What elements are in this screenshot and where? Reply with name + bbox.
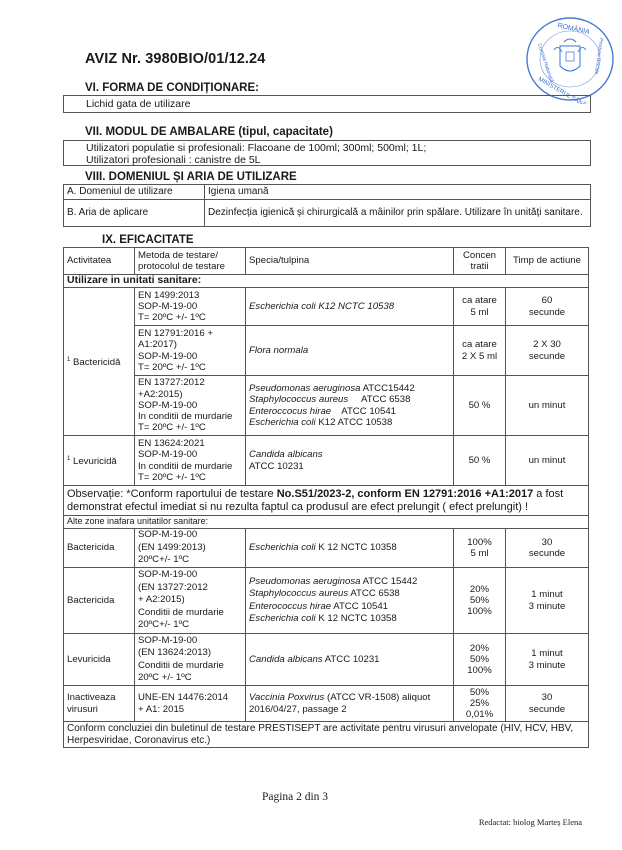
table-row [64,634,589,686]
activity-levuricida: $^1$ Levuricidă [64,436,135,486]
col-header-time: Timp de actiune [506,248,589,275]
area-value: Dezinfecția igienică și chirurgicală a mâinilor prin spălare. Utilizare în unități sanitare. [205,200,591,227]
section-vii-heading: VII. MODUL DE AMBALARE (tipul, capacitate) [85,126,333,138]
domain-value: Igiena umană [205,185,591,200]
time-cell: 1 minut 3 minute [506,634,589,686]
col-header-concentration: Concen tratii [454,248,506,275]
species-cell: Candida albicans ATCC 10231 [246,436,454,486]
author-note: Redactat: biolog Marteș Elena [478,817,582,827]
species-cell: Candida albicans ATCC 10231 [246,634,454,686]
observation-note: Observație: *Conform raportului de testare No.S51/2023-2, conform EN 12791:2016 +A1:2017 a fost demonstrat efectul imediat si nu rezulta faptul ca produsul are efect prelungit ( efect prelungit) ! [64,486,589,516]
activity-cell: Bactericida [64,568,135,634]
species-cell: Pseudomonas aeruginosa ATCC 15442 Staphylococcus aureus ATCC 6538 Enterococcus hirae ATCC 10541 Escherichia coli K 12 NCTC 10358 [246,568,454,634]
form-of-packaging-box [63,95,591,113]
species-cell: Vaccinia Poxvirus (ATCC VR-1508) aliquot 2016/04/27, passage 2 [246,686,454,722]
concentration-cell: 50 % [454,436,506,486]
section-vi-heading: VI. FORMA DE CONDIȚIONARE: [85,82,259,94]
efficacy-table [63,247,589,748]
species-cell: Escherichia coli K12 NCTC 10538 [246,288,454,326]
method-cell: EN 13727:2012 +A2:2015) SOP-M-19-00 In conditii de murdarie T= 20ºC +/- 1ºC [135,376,246,436]
time-cell: 30 secunde [506,686,589,722]
method-cell: EN 12791:2016 + A1:2017) SOP-M-19-00 T= 20ºC +/- 1ºC [135,326,246,376]
section-ix-heading: IX. EFICACITATE [102,234,194,246]
form-value: Lichid gata de utilizare [86,98,191,110]
time-cell: un minut [506,436,589,486]
page-number: Pagina 2 din 3 [261,791,329,803]
area-label: B. Aria de aplicare [64,200,205,227]
table-row [64,436,589,486]
species-cell: Pseudomonas aeruginosa ATCC15442 Staphylococcus aureus ATCC 6538 Enteroccocus hirae ATCC 10541 Escherichia coli K12 ATCC 10538 [246,376,454,436]
activity-cell: Levuricida [64,634,135,686]
ministry-stamp [524,14,616,104]
group1-title: Utilizare in unitati sanitare: [64,275,589,288]
conclusion-row [64,722,589,748]
method-cell: SOP-M-19-00 (EN 1499:2013) 20ºC+/- 1ºC [135,529,246,568]
packaging-box [63,140,591,166]
time-cell: un minut [506,376,589,436]
observation-row [64,486,589,516]
concentration-cell: 50 % [454,376,506,436]
conclusion-note: Conform concluziei din buletinul de testare PRESTISEPT are activitate pentru virusuri anvelopate (HIV, HCV, HBV, Herpesviridae, Coronavirus etc.) [64,722,589,748]
concentration-cell: ca atare 2 X 5 ml [454,326,506,376]
concentration-cell: 50% 25% 0,01% [454,686,506,722]
group-title-row [64,275,589,288]
table-row [64,529,589,568]
svg-text:ROMÂNIA: ROMÂNIA [556,22,591,37]
table-header-row [64,248,589,275]
method-cell: EN 1499:2013 SOP-M-19-00 T= 20ºC +/- 1ºC [135,288,246,326]
concentration-cell: 20% 50% 100% [454,568,506,634]
stamp-seal-icon [524,14,616,104]
col-header-method: Metoda de testare/ protocolul de testare [135,248,246,275]
section-viii-heading: VIII. DOMENIUL ȘI ARIA DE UTILIZARE [85,171,297,183]
table-row [64,326,589,376]
method-cell: SOP-M-19-00 (EN 13727:2012 + A2:2015) Conditii de murdarie 20ºC+/- 1ºC [135,568,246,634]
activity-cell: Bactericida [64,529,135,568]
col-header-species: Specia/tulpina [246,248,454,275]
table-row [64,288,589,326]
usage-domain-table [63,184,591,227]
activity-cell: Inactiveaza virusuri [64,686,135,722]
col-header-activity: Activitatea [64,248,135,275]
table-row [64,568,589,634]
method-cell: EN 13624:2021 SOP-M-19-00 In conditii de murdarie T= 20ºC +/- 1ºC [135,436,246,486]
packaging-line: Utilizatori profesionali : canistre de 5L [86,154,261,166]
table-row [64,376,589,436]
method-cell: UNE-EN 14476:2014 + A1: 2015 [135,686,246,722]
packaging-line: Utilizatori populatie si profesionali: Flacoane de 100ml; 300ml; 500ml; 1L; [86,142,427,154]
concentration-cell: 20% 50% 100% [454,634,506,686]
table-row [64,686,589,722]
species-cell: Escherichia coli K 12 NCTC 10358 [246,529,454,568]
time-cell: 1 minut 3 minute [506,568,589,634]
time-cell: 60 secunde [506,288,589,326]
method-cell: SOP-M-19-00 (EN 13624:2013) Conditii de murdarie 20ºC +/- 1ºC [135,634,246,686]
table-row [64,185,591,200]
table-row [64,200,591,227]
concentration-cell: 100% 5 ml [454,529,506,568]
group2-title: Alte zone inafara unitatilor sanitare: [64,516,589,529]
svg-text:MINISTERUL SĂNĂTĂȚII: MINISTERUL SĂNĂTĂȚII [537,76,600,104]
document-title: AVIZ Nr. 3980BIO/01/12.24 [85,51,266,67]
time-cell: 2 X 30 secunde [506,326,589,376]
activity-bactericida: $^1$ Bactericidă [64,288,135,436]
concentration-cell: ca atare 5 ml [454,288,506,326]
svg-text:Produse Biocide: Produse Biocide [592,37,604,75]
domain-label: A. Domeniul de utilizare [64,185,205,200]
species-cell: Flora normala [246,326,454,376]
svg-text:Comisia Națională: Comisia Națională [536,42,555,84]
time-cell: 30 secunde [506,529,589,568]
group-title-row [64,516,589,529]
